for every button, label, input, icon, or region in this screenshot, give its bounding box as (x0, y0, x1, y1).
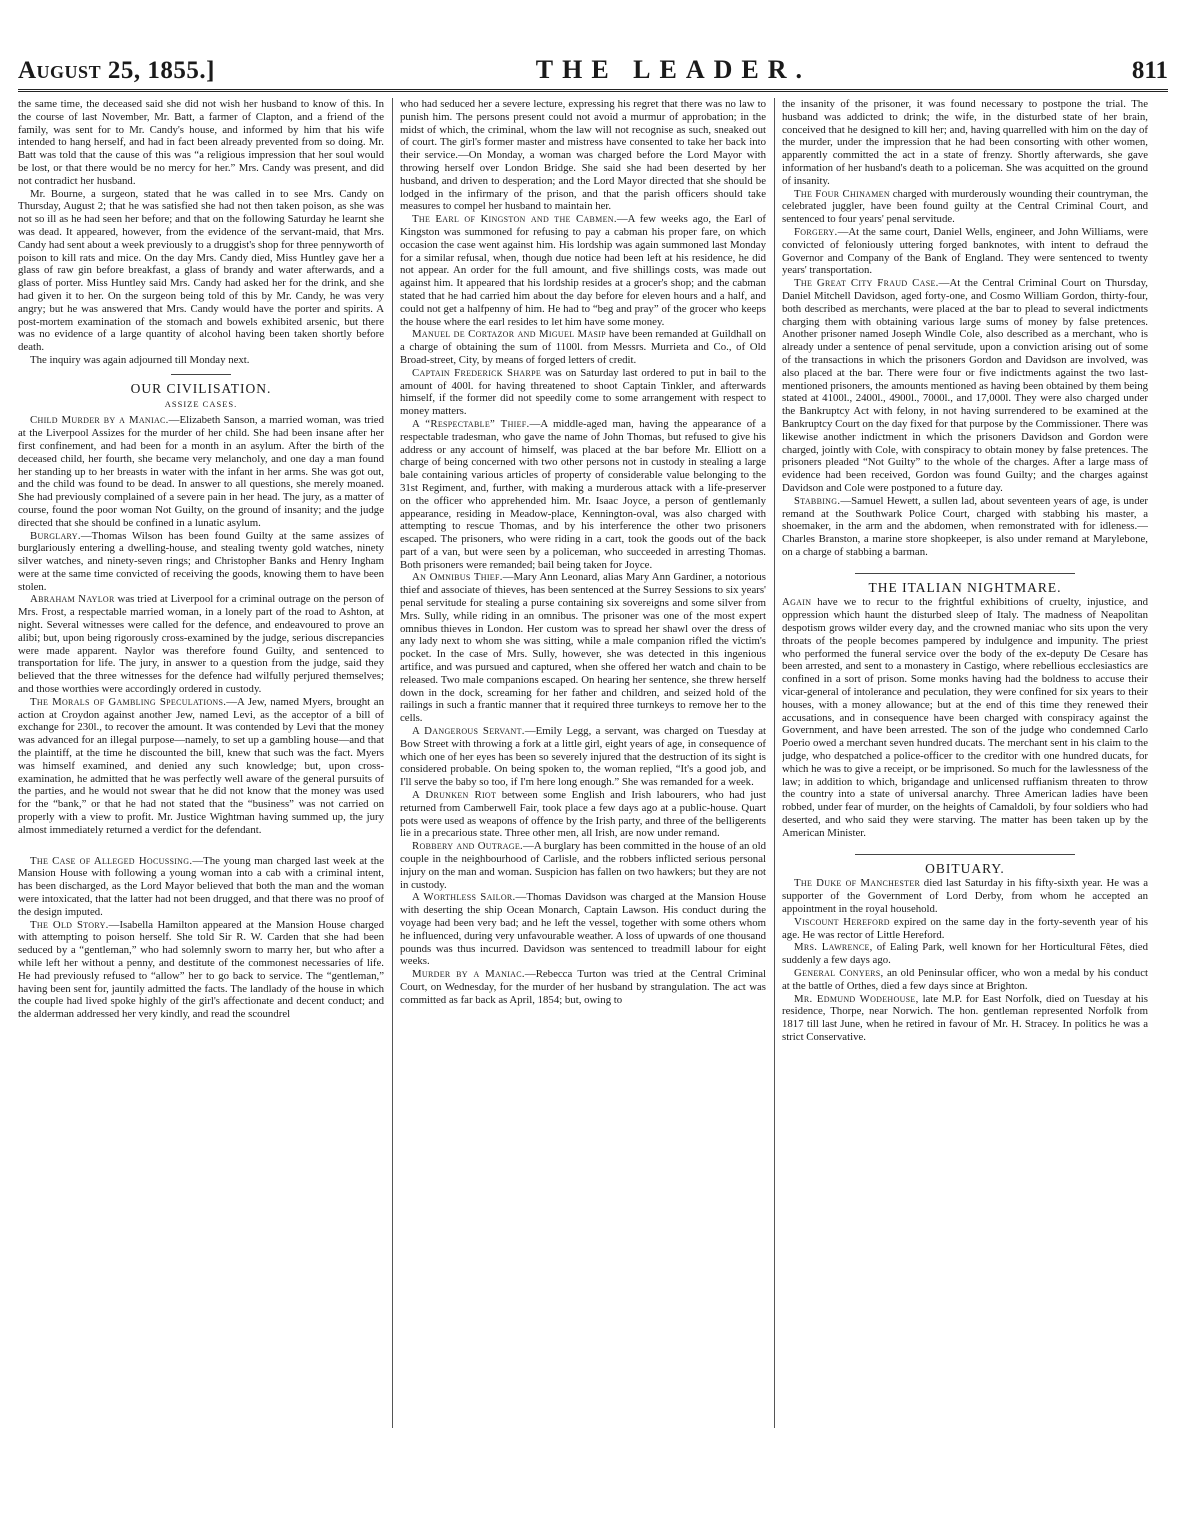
article-paragraph: the insanity of the prisoner, it was found necessary to postpone the trial. The husband was addicted to drink; the wife, in the disturbed state of her brain, conceived that he designed to kill her; and, having quarrelled with him on the day of the murder, under the impression that he had been consorting with other women, apparently committed the act in a state of frenzy. Shortly afterwards, she gave information of her husband's death to a policeman. She was acquitted on the ground of insanity. (782, 98, 1148, 187)
item-text: —Samuel Hewett, a sullen lad, about seventeen years of age, is under remand at the Southwark Police Court, charged with stabbing his master, a shoemaker, in the arm and the abdomen, when remonstrated with for idleness.—Charles Branston, a marine store shopkeeper, is also under remand at Marylebone, on a charge of stabbing a barman. (782, 494, 1148, 558)
item-text: —A burglary has been committed in the house of an old couple in the neighbourhood of Carlisle, and the robbers inflicted serious personal injury on the man and woman. Suspicion has fallen on two hawkers; but they are not in custody. (400, 840, 766, 891)
article-paragraph (782, 877, 1148, 915)
article-paragraph (400, 328, 766, 366)
spacer (18, 837, 384, 855)
article-paragraph (782, 226, 1148, 277)
item-lead: The Earl of Kingston and the Cabmen. (412, 213, 617, 226)
item-lead: The Old Story. (30, 918, 109, 931)
item-text: have we to recur to the frightful exhibitions of cruelty, injustice, and oppression which haunt the disturbed sleep of Italy. The madness of Neapolitan despotism grows wilder every day, and the crowned maniac who sits upon the very throats of the people becomes pampered by indulgence and impunity. The priest who performed the funeral service over the body of the ex-deputy De Cesare has been arrested, and sent to a monastery in Castigo, where rebellious ecclesiastics are confined in a sort of prison. Some monks having had the boldness to accuse their vicar-general of intolerance and peculation, they were confined for six years to their houses, with a money allowance; but at the end of this time they renewed their accusations, and in consequence have been charged with conspiracy against the Government, and have been arrested. The son of the judge who condemned Carlo Poerio owed a merchant seven hundred ducats. The merchant sent in his claim to the judge, who despatched a police-officer to the creditor with one hundred ducats, for which he was to give a receipt, or be imprisoned. So much for the lawlessness of the law; in addition to which, brigandage and unlicensed ruffianism threaten to throw the country into a state of universal anarchy. Three American ladies have been robbed, under fear of murder, on the heights of Camaldoli, by four soldiers who had deserted, and who said they were starving. The matter has been taken up by the American Minister. (782, 596, 1148, 839)
item-lead: Robbery and Outrage. (412, 840, 524, 853)
item-lead: Burglary. (30, 529, 81, 542)
item-text: —Mary Ann Leonard, alias Mary Ann Gardiner, a notorious thief and associate of thieves, has been sentenced at the Surrey Sessions to six years' penal servitude for stealing a purse containing six sovereigns and some silver from Mrs. Sully, while riding in an omnibus. The prisoner was one of the most expert omnibus thieves in London. Her custom was to spread her shawl over the dress of any lady next to whom she was sitting, while a male companion rifled the victim's pocket. In the case of Mrs. Sully, however, she was detected in this ingenious artifice, and was pursued and captured, when she offered her watch and chain to be released. Two male companions escaped. On hearing her sentence, she threw herself down in the dock, screaming for her father and children, and seized hold of the railings in such a frantic manner that it required three turnkeys to remove her to the cells. (400, 571, 766, 725)
issue-date: August 25, 1855.] (18, 57, 215, 84)
item-lead: The Great City Fraud Case. (794, 277, 939, 290)
article-paragraph (782, 277, 1148, 495)
item-text: was tried at Liverpool for a criminal outrage on the person of Mrs. Frost, a respectable married woman, in a lonely part of the road to Ashton, at night. Several witnesses were called for the defence, and endeavoured to prove an alibi; but, upon being rigorously cross-examined by the judge, serious discrepancies were made apparent. Naylor was therefore found Guilty, and sentenced to transportation for life. The jury, in answer to a question from the judge, said they believed that the three witnesses for the defence had wilfully perjured themselves; and those worthies were accordingly ordered in custody. (18, 593, 384, 696)
item-text: of Ealing Park, well known for her Horticultural Fêtes, died suddenly a few days ago. (782, 941, 1148, 967)
item-lead: Child Murder by a Maniac. (30, 414, 169, 427)
item-text: —Isabella Hamilton appeared at the Mansion House charged with attempting to poison herself. She told Sir R. W. Carden that she had been seduced by a “gentleman,” who had solemnly sworn to marry her, but who after a while left her without a penny, and destitute of the commonest necessaries of life. He had previously refused to “allow” her to go back to service. The “gentleman,” having been sent for, jauntily admitted the facts. The landlady of the house in which the couple had lived spoke highly of the girl's affectionate and decent conduct; and the alderman addressed her very kindly, and read the scoundrel (18, 918, 384, 1021)
item-text: have been remanded at Guildhall on a charge of obtaining the sum of 1100l. from Messrs. Murrieta and Co., of Old Broad-street, City, by means of forged letters of credit. (400, 328, 766, 366)
article-paragraph (18, 696, 384, 837)
item-text: was on Saturday last ordered to put in bail to the amount of 400l. for having threatened to shoot Captain Tinkler, and afterwards himself, if the former did not speedily come to some arrangement with respect to money matters. (400, 366, 766, 418)
separator (855, 854, 1075, 855)
item-text: —A few weeks ago, the Earl of Kingston was summoned for refusing to pay a cabman his proper fare, on which occasion the case went against him. His lordship was again summoned last Monday for a similar refusal, when, though due notice had been left at his residence, he did not appear. An order for the full amount, and five shillings costs, was made out against him. It appeared that his lordship resides at a grocer's shop; and the cabman stated that he had carried him about the day before for eleven hours and a half, and could not get a halfpenny of him. He had to “beg and pray” of the grocer who keeps the house where the earl resides to let him have some money. (400, 213, 766, 328)
article-paragraph (400, 840, 766, 891)
item-lead: Captain Frederick Sharpe (412, 366, 542, 379)
article-paragraph (18, 530, 384, 594)
article-paragraph (400, 968, 766, 1006)
item-lead: A Worthless Sailor. (412, 891, 516, 904)
article-paragraph (18, 855, 384, 919)
item-lead: A Dangerous Servant. (412, 725, 525, 738)
item-text: —A middle-aged man, having the appearance of a respectable tradesman, who gave the name of John Thomas, but refused to give his address or any account of himself, was placed at the bar before Mr. Elliott on a charge of being concerned with two other persons not in custody in stealing a large bale containing various articles of property of considerable value belonging to the 31st Regiment, and, further, with making a murderous attack with a life-preserver on the officer who apprehended him. Mr. Isaac Joyce, a person of gentlemanly appearance, residing in Meadow-place, Kennington-oval, was also charged with attempting to rescue Thomas, and by his interference the other two prisoners escaped. The prisoners, who were riding in a cart, took the goods out of the back part of a van, but were seen by a policeman, who succeeded in arresting Thomas. Both prisoners were remanded; bail being taken for Joyce. (400, 417, 766, 571)
article-paragraph: the same time, the deceased said she did not wish her husband to know of this. In the course of last November, Mr. Batt, a farmer of Clapton, and a friend of the family, was sent for to Mr. Candy's house, and informed by him that his wife intended to hang herself, and had in fact been already prevented from so doing. Mr. Batt was told that the cause of this was “a religious impression that her soul would be lost, or that there would be no mercy for her.” Mrs. Candy was present, and did not contradict her husband. (18, 98, 384, 187)
article-paragraph (782, 916, 1148, 942)
item-lead: An Omnibus Thief. (412, 571, 503, 584)
item-lead: A “Respectable” Thief. (412, 417, 530, 430)
article-paragraph (782, 495, 1148, 559)
item-lead: Stabbing. (794, 494, 841, 507)
section-title-civilisation: OUR CIVILISATION. (130, 380, 272, 396)
article-paragraph (400, 571, 766, 725)
newspaper-page (18, 0, 1168, 1536)
article-paragraph (400, 418, 766, 572)
item-lead: Mrs. Lawrence, (794, 941, 873, 954)
columns (18, 98, 1168, 1438)
article-paragraph: Mr. Bourne, a surgeon, stated that he was called in to see Mrs. Candy on Thursday, August 2; that he was satisfied she had not then taken poison, as she was not so ill as he had seen her before; and that on the following Saturday he learnt she was dead. It appeared, however, from the evidence of the servant-maid, that Mrs. Candy had sent about a week previously to a druggist's shop for three pennyworth of poison to kill rats and mice. On the day Mrs. Candy died, Miss Huntley gave her a glass of raw gin before breakfast, a glass of brandy and water afterwards, and a glass of porter. Miss Huntley said Mrs. Candy had asked her for the drink, and she had given it to her. On the surgeon being told of this by Mr. Candy, he was very angry; but he was answered that Mrs. Candy would have the porter and spirits. A post-mortem examination of the stomach and bowels exhibited arsenic, but there was no evidence of a large quantity of alcohol having been taken shortly before death. (18, 187, 384, 354)
item-lead: The Duke of Manchester (794, 877, 921, 890)
item-text: —The young man charged last week at the Mansion House with following a young woman into a cab with a criminal intent, has been discharged, as the Lord Mayor believed that both the man and the woman were intoxicated, that the latter had not been drugged, and that there was no proof of the design imputed. (18, 854, 384, 918)
item-lead: Again (782, 596, 812, 609)
article-paragraph (400, 891, 766, 968)
item-text: —At the same court, Daniel Wells, engineer, and John Williams, were convicted of feloniously uttering forged banknotes, with intent to defraud the Governor and Company of the Bank of England. They were sentenced to twenty years' transportation. (782, 225, 1148, 277)
article-paragraph (18, 919, 384, 1021)
item-lead: Murder by a Maniac. (412, 968, 525, 981)
masthead (18, 56, 1168, 92)
article-paragraph (782, 188, 1148, 226)
article-paragraph (782, 993, 1148, 1044)
article-paragraph (782, 596, 1148, 839)
section-subtitle-assize: ASSIZE CASES. (164, 398, 238, 409)
article-paragraph: who had seduced her a severe lecture, expressing his regret that there was no law to punish him. The persons present could not avoid a murmur of approbation; in the midst of which, the criminal, whom the law will not recognise as such, sneaked out of court. The girl's former master and mistress have consented to take her back into their service.—On Monday, a woman was charged before the Lord Mayor with throwing herself over London Bridge. She said she had been deserted by her husband, and driven to desperation; and the Lord Mayor directed that she should be lodged in the infirmary of the prison, and that the parish officers should take measures to compel her husband to maintain her. (400, 98, 766, 213)
item-lead: General Conyers, (794, 967, 884, 979)
column-rule (392, 98, 393, 1428)
item-lead: The Case of Alleged Hocussing. (30, 854, 193, 867)
item-lead: Manuel de Cortazor and Miguel Masip (412, 328, 606, 341)
item-lead: Mr. Edmund Wodehouse, (794, 992, 919, 1005)
item-text: expired on the same day in the forty-seventh year of his age. He was rector of Little Hereford. (782, 915, 1148, 941)
column-2 (400, 98, 766, 1428)
item-text: —Elizabeth Sanson, a married woman, was tried at the Liverpool Assizes for the murder of her child. She had been insane after her first confinement, and had been for a month in an asylum. After the birth of the deceased child, her fourth, she became very melancholy, and one day a man found her standing up to her breasts in water with the infant in her arms. She was got out, and the child was found to be dead. In answer to all questions, she merely moaned. She had previously complained of a severe pain in her head. The jury, as a matter of course, found the poor woman Not Guilty, on the ground of insanity; and the judge directed that she should be confined in a lunatic asylum. (18, 414, 384, 529)
item-text: late M.P. for East Norfolk, died on Tuesday at his residence, Thorpe, near Norwich. The hon. gentleman represented Norfolk from 1817 till last June, when he retired in favour of Mr. H. Stracey. In politics he was a strict Conservative. (782, 992, 1148, 1043)
newspaper-title: THE LEADER. (535, 55, 812, 84)
item-lead: The Morals of Gambling Speculations. (30, 695, 227, 708)
section-title-italian-nightmare: THE ITALIAN NIGHTMARE. (868, 579, 1062, 595)
item-lead: A Drunken Riot (412, 789, 497, 802)
separator (855, 573, 1075, 574)
column-3 (782, 98, 1148, 1428)
article-paragraph (400, 367, 766, 418)
item-text: charged with murderously wounding their countryman, the celebrated juggler, have been found guilty at the Central Criminal Court, and sentenced to four years' penal servitude. (782, 187, 1148, 226)
page-number: 811 (1131, 57, 1168, 84)
item-text: died last Saturday in his fifty-sixth year. He was a supporter of the Government of Lord Derby, from whom he accepted an appointment in the royal household. (782, 877, 1148, 916)
item-lead: Forgery. (794, 225, 838, 238)
item-text: —A Jew, named Myers, brought an action at Croydon against another Jew, named Levi, as the acceptor of a bill of exchange for 230l., to recover the amount. It was contended by Levi that the money was advanced for an illegal purpose—namely, to set up a gambling house—and that the plaintiff, at the time he discounted the bill, knew that such was the fact. Myers was himself examined, and denied any such knowledge; but, upon cross-examination, he admitted that he was perfectly well aware of the general pursuits of the parties, and he would not swear that he did not know that the money was used for the “bank,” or that he had not stated that the “business” was not carried on properly with a view to profit. Mr. Justice Wightman having summed up, the jury almost immediately returned a verdict for the defendant. (18, 695, 384, 836)
article-paragraph (400, 213, 766, 328)
item-text: —Thomas Wilson has been found Guilty at the same assizes of burglariously entering a dwelling-house, and stealing twenty gold watches, ninety silver watches, and ninety-seven rings; and Christopher Banks and Henry Ingham were at the same time convicted of receiving the goods, knowing them to have been stolen. (18, 529, 384, 593)
section-title-obituary: OBITUARY. (925, 860, 1005, 876)
article-paragraph: The inquiry was again adjourned till Monday next. (30, 353, 250, 366)
item-lead: Abraham Naylor (30, 593, 115, 606)
article-paragraph (400, 725, 766, 789)
item-text: between some English and Irish labourers, who had just returned from Camberwell Fair, took place a few days ago at a public-house. Quart pots were used as weapons of offence by the Irish party, and three of the belligerents lie in a precarious state. Three other men, all Irish, are now under remand. (400, 789, 766, 840)
item-text: an old Peninsular officer, who won a medal by his conduct at the battle of Orthes, died a few days since at Brighton. (782, 967, 1148, 992)
column-rule (774, 98, 775, 1428)
article-paragraph (18, 414, 384, 529)
item-text: —Rebecca Turton was tried at the Central Criminal Court, on Wednesday, for the murder of her husband by strangulation. The act was committed as far back as April, 1854; but, owing to (400, 968, 766, 1006)
item-text: —Emily Legg, a servant, was charged on Tuesday at Bow Street with throwing a fork at a little girl, eight years of age, in consequence of which one of her eyes has been so severely injured that the destruction of its sight is considered probable. On being spoken to, the woman replied, “It's a good job, and I'll serve the baby so too, if I'm here long enough.” She was remanded for a week. (400, 725, 766, 789)
item-lead: The Four Chinamen (794, 187, 890, 200)
article-paragraph (782, 967, 1148, 993)
article-paragraph (782, 941, 1148, 967)
item-text: —Thomas Davidson was charged at the Mansion House with deserting the ship Ocean Monarch, Captain Lawson. His conduct during the voyage had been very bad; and he left the vessel, together with some others whom he influenced, during very unfavourable weather. A loss of upwards of one thousand pounds was thus incurred. Davidson was sentenced to treadmill labour for eight weeks. (400, 891, 766, 968)
article-paragraph (18, 593, 384, 695)
column-1 (18, 98, 384, 1428)
separator (171, 374, 231, 375)
item-lead: Viscount Hereford (794, 915, 890, 928)
article-paragraph (400, 789, 766, 840)
item-text: —At the Central Criminal Court on Thursday, Daniel Mitchell Davidson, aged forty-one, and Cosmo William Gordon, thirty-four, both described as merchants, were placed at the bar to plead to several indictments charging them with obtaining various large sums of money by false pretences. Another prisoner named Joseph Windle Cole, also described as a merchant, who is already under a sentence of penal servitude, upon a conviction arising out of some of the transactions in which the prisoners Gordon and Davidson are involved, was also placed at the bar. There were four or five indictments against the two last-mentioned prisoners, the amounts mentioned as having been obtained by them being stated at 4100l., 2400l., 4900l., 7000l., and 17,000l. They were also charged under the Bankruptcy Act with felony, in not having surrendered to be examined at the Bankruptcy Court on the day fixed for that purpose by the Commissioner. There was likewise another indictment in which the prisoners Davidson and Gordon were charged, jointly with Cole, with conspiracy to obtain money by false pretences. The prisoners pleaded “Not Guilty” to the whole of the charges. After a large mass of evidence had been received, Gordon was found Guilty; and the charges against Davidson and Cole were postponed to a future day. (782, 277, 1148, 494)
